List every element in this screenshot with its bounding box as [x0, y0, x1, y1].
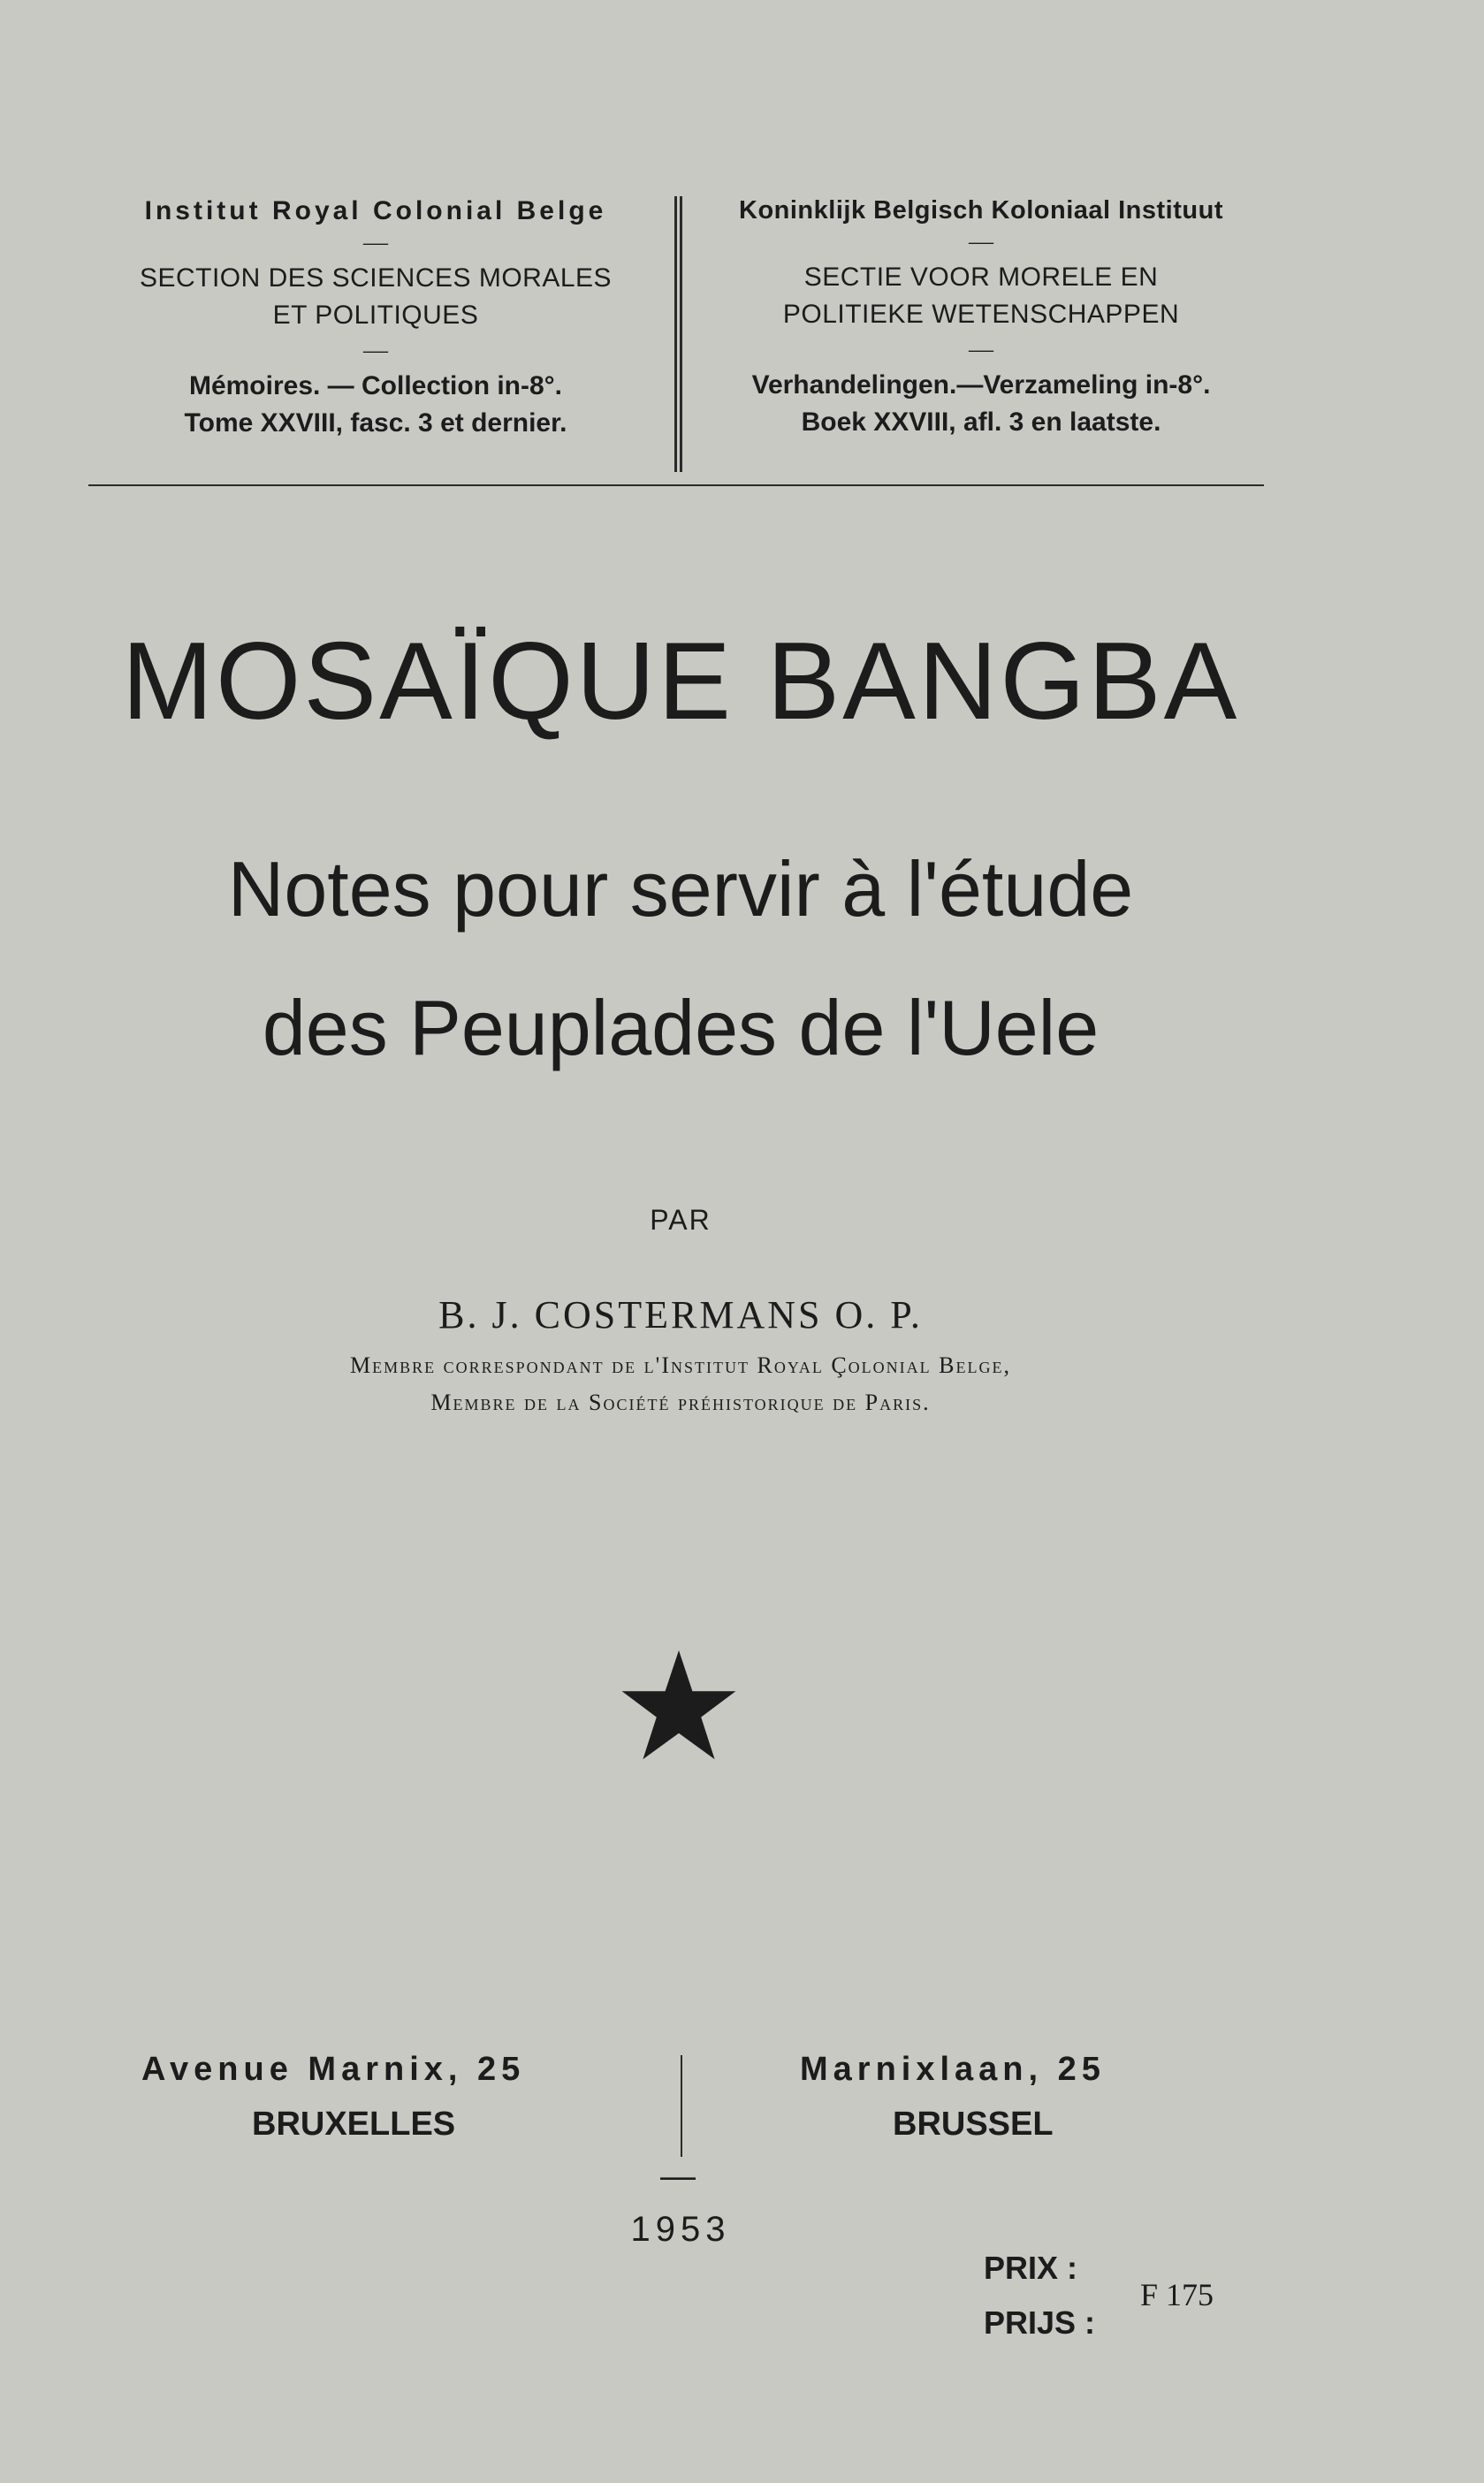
price-label-fr: PRIX : — [984, 2250, 1078, 2286]
separator-dash: — — [969, 336, 993, 363]
star-icon — [617, 1644, 741, 1768]
year-dash: — — [660, 2157, 701, 2196]
section-name-line1: SECTIE VOOR MORELE EN — [803, 263, 1159, 292]
separator-dash: — — [969, 228, 993, 255]
city-nl: BRUSSEL — [893, 2106, 1054, 2143]
address-fr: Avenue Marnix, 25 — [141, 2051, 526, 2088]
author-affiliation-line1: Membre correspondant de l'Institut Royal Çolonial Belge, — [350, 1352, 1011, 1378]
header-right-column — [694, 196, 1268, 441]
subtitle-line1: Notes pour servir à l'étude — [227, 845, 1134, 933]
series-line1: Mémoires. — Collection in-8°. — [188, 371, 563, 400]
section-name-line2: ET POLITIQUES — [272, 301, 479, 330]
publication-year: 1953 — [630, 2210, 731, 2249]
header-left-column — [88, 196, 663, 442]
footer-divider — [681, 2055, 682, 2157]
series-line2: Boek XXVIII, afl. 3 en laatste. — [801, 407, 1161, 437]
book-title: MOSAÏQUE BANGBA — [121, 621, 1240, 743]
city-fr: BRUXELLES — [252, 2106, 456, 2143]
series-line2: Tome XXVIII, fasc. 3 et dernier. — [184, 408, 567, 438]
section-name-line1: SECTION DES SCIENCES MORALES — [139, 263, 613, 293]
price-value: F 175 — [1140, 2277, 1214, 2312]
author-affiliation-line2: Membre de la Société préhistorique de Paris. — [430, 1390, 931, 1415]
price-label-nl: PRIJS : — [984, 2304, 1096, 2341]
address-nl: Marnixlaan, 25 — [800, 2051, 1106, 2088]
header-divider-inner — [680, 196, 682, 472]
section-name-line2: POLITIEKE WETENSCHAPPEN — [782, 300, 1180, 329]
header-divider — [674, 196, 677, 472]
by-label: PAR — [650, 1204, 712, 1236]
separator-dash: — — [363, 337, 388, 364]
institute-name-fr: Institut Royal Colonial Belge — [144, 196, 607, 225]
series-line1: Verhandelingen.—Verzameling in-8°. — [751, 370, 1211, 400]
separator-dash: — — [363, 229, 388, 256]
institute-name-nl: Koninklijk Belgisch Koloniaal Instituut — [739, 196, 1223, 225]
header-bottom-rule — [88, 484, 1264, 486]
subtitle-line2: des Peuplades de l'Uele — [262, 984, 1100, 1071]
author-name: B. J. COSTERMANS O. P. — [438, 1293, 923, 1337]
